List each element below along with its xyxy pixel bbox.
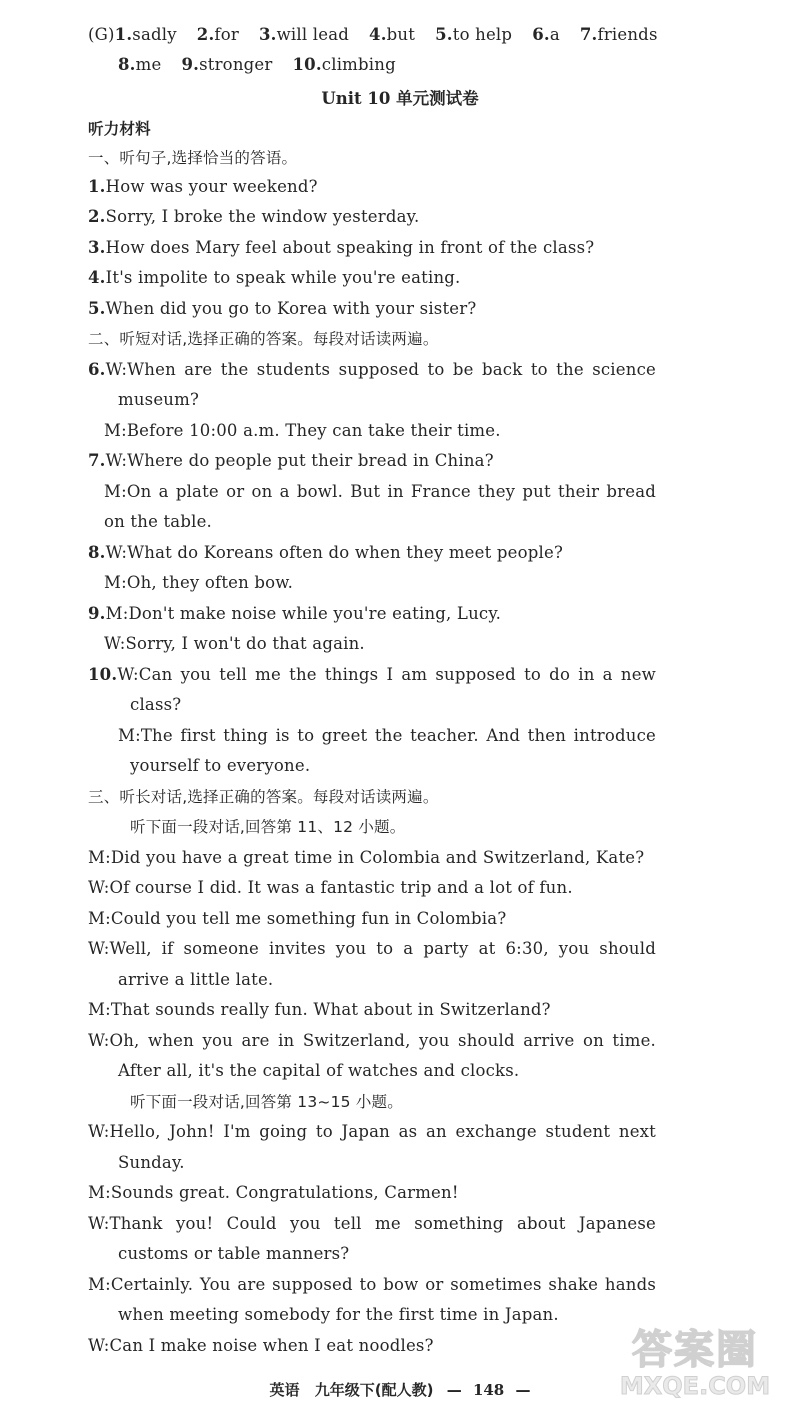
answer-text: sadly [132,25,177,44]
item-text: W:What do Koreans often do when they meet people? [105,543,563,562]
part-3-instruction: 三、听长对话,选择正确的答案。每段对话读两遍。 [88,788,439,806]
dialogue-6-line-2: museum? [118,390,200,409]
dialogue-6-line-1 [88,355,656,385]
long-dialogue-1-line-5: arrive a little late. [118,970,274,989]
answer-num: 5. [435,25,453,44]
item-number: 7. [88,451,106,470]
long-dialogue-2-line-3: M:Sounds great. Congratulations, Carmen! [88,1183,459,1202]
answer-text: will lead [276,25,350,44]
sentence-5 [88,294,656,324]
item-number: 3. [88,238,106,257]
page-number: 148 [472,1381,505,1399]
sentence-4 [88,263,656,293]
answer-num: 9. [181,55,200,74]
answer-num: 8. [118,55,136,74]
dialogue-10-line-1 [88,660,656,690]
unit-title: Unit 10 单元测试卷 [321,89,479,108]
section-heading: 听力材料 [88,120,151,138]
sentence-1 [88,172,656,202]
long-dialogue-2-line-6: M:Certainly. You are supposed to bow or sometimes shake hands [88,1275,656,1294]
long-dialogue-2-line-2: Sunday. [118,1153,185,1172]
item-number: 2. [88,207,106,226]
dialogue-7-line-3: on the table. [104,512,212,531]
answer-num: 1. [114,25,133,44]
dialogue-10-line-2: class? [130,695,182,714]
item-number: 4. [88,268,106,287]
answer-text: for [214,25,239,44]
dialogue-6-line-3: M:Before 10:00 a.m. They can take their time. [104,421,501,440]
long-dialogue-1-line-7: W:Oh, when you are in Switzerland, you should arrive on time. [88,1031,656,1050]
item-text: How was your weekend? [105,177,318,196]
long-dialogue-2-line-1: W:Hello, John! I'm going to Japan as an exchange student next [88,1122,656,1141]
dialogue-7-line-2: M:On a plate or on a bowl. But in France they put their bread [104,482,656,501]
item-text: How does Mary feel about speaking in front of the class? [105,238,595,257]
answer-text: stronger [199,55,273,74]
item-number: 8. [88,543,106,562]
answer-line-1 [88,20,656,50]
page-footer: 英语 九年级下(配人教) — 148 — [269,1381,531,1399]
dialogue-9-line-1 [88,599,656,629]
long-dialogue-1-line-2: W:Of course I did. It was a fantastic trip and a lot of fun. [88,878,573,897]
long-dialogue-1-line-4: W:Well, if someone invites you to a party at 6:30, you should [88,939,656,958]
long-dialogue-2-line-4: W:Thank you! Could you tell me something about Japanese [88,1214,656,1233]
item-text: It's impolite to speak while you're eating. [105,268,461,287]
long-dialogue-1-line-1: M:Did you have a great time in Colombia and Switzerland, Kate? [88,848,645,867]
dialogue-8-line-1 [88,538,656,568]
footer-subject: 英语 [269,1381,300,1399]
answer-text: me [135,55,162,74]
sentence-3 [88,233,656,263]
part-2-instruction: 二、听短对话,选择正确的答案。每段对话读两遍。 [88,330,439,348]
answer-text: friends [597,25,658,44]
answer-prefix: (G) [88,25,115,44]
answer-line-2 [118,50,656,80]
answer-num: 3. [258,25,277,44]
dialogue-b-instruction: 听下面一段对话,回答第 13~15 小题。 [130,1093,403,1111]
item-text: Sorry, I broke the window yesterday. [105,207,420,226]
dialogue-10-line-3: M:The first thing is to greet the teacher. And then introduce [118,726,656,745]
long-dialogue-1-line-6: M:That sounds really fun. What about in Switzerland? [88,1000,551,1019]
answer-text: to help [452,25,513,44]
item-number: 1. [88,177,106,196]
answer-num: 4. [369,25,387,44]
item-text: W:When are the students supposed to be back to the science [105,360,656,379]
answer-num: 7. [579,25,598,44]
answer-num: 2. [196,25,215,44]
item-number: 10. [88,665,118,684]
long-dialogue-2-line-5: customs or table manners? [118,1244,350,1263]
answer-text: climbing [321,55,396,74]
answer-text: a [549,25,560,44]
long-dialogue-2-line-8: W:Can I make noise when I eat noodles? [88,1336,434,1355]
dialogue-7-line-1 [88,446,656,476]
dialogue-a-instruction: 听下面一段对话,回答第 11、12 小题。 [130,818,406,836]
item-number: 6. [88,360,106,379]
long-dialogue-2-line-7: when meeting somebody for the first time in Japan. [118,1305,559,1324]
sentence-2 [88,202,656,232]
answer-num: 6. [532,25,550,44]
part-1-instruction: 一、听句子,选择恰当的答语。 [88,149,298,167]
dialogue-10-line-4: yourself to everyone. [130,756,311,775]
item-text: W:Where do people put their bread in China? [105,451,494,470]
answer-num: 10. [292,55,322,74]
item-number: 9. [88,604,106,623]
item-number: 5. [88,299,106,318]
long-dialogue-1-line-3: M:Could you tell me something fun in Colombia? [88,909,507,928]
answer-text: but [386,25,416,44]
footer-grade: 九年级下(配人教) [314,1381,434,1399]
item-text: M:Don't make noise while you're eating, Lucy. [105,604,502,623]
watermark-url: MXQE.COM [619,1372,771,1400]
dialogue-8-line-2: M:Oh, they often bow. [104,573,294,592]
item-text: W:Can you tell me the things I am supposed to do in a new [117,665,656,684]
watermark-brand: 答案圈 [632,1327,758,1373]
item-text: When did you go to Korea with your sister? [105,299,477,318]
watermark-logo [600,1318,790,1410]
dialogue-9-line-2: W:Sorry, I won't do that again. [104,634,365,653]
long-dialogue-1-line-8: After all, it's the capital of watches and clocks. [118,1061,520,1080]
